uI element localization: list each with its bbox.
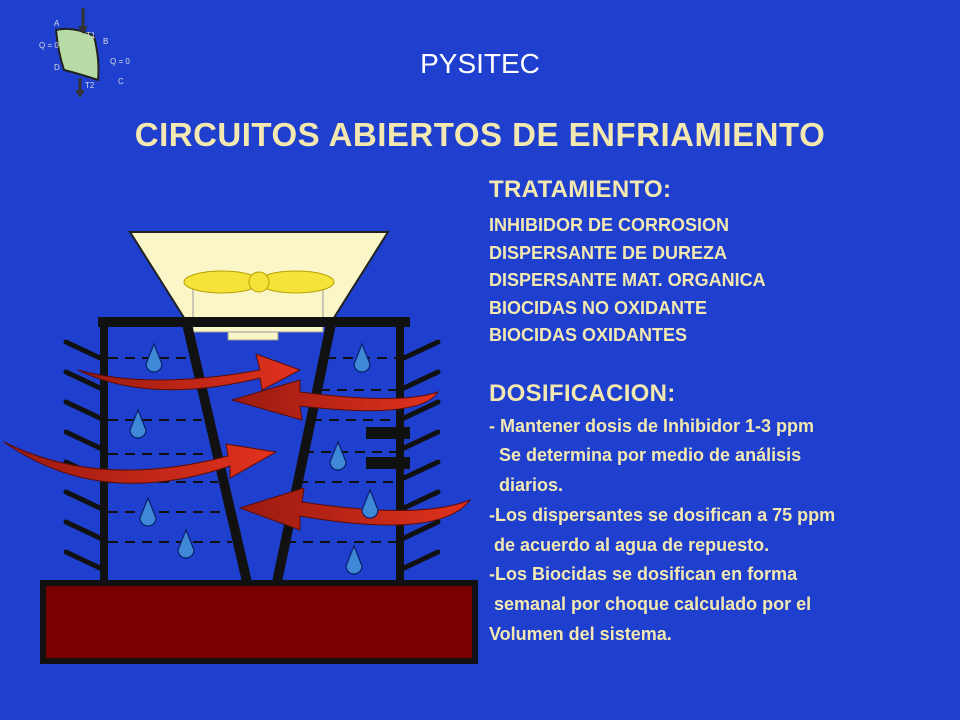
t1-label: T1 — [86, 31, 96, 40]
dosage-line: Volumen del sistema. — [489, 624, 672, 645]
fan-motor — [228, 332, 278, 340]
water-drop — [146, 344, 162, 372]
point-d-label: D — [54, 63, 60, 72]
heat-out-arrowhead — [75, 90, 85, 98]
treatment-heading: TRATAMIENTO: — [489, 176, 672, 203]
tower-top-beam — [98, 317, 410, 327]
dosage-text — [489, 412, 959, 650]
dosage-line: - Mantener dosis de Inhibidor 1-3 ppm — [489, 415, 815, 436]
water-drop — [130, 410, 146, 438]
dosage-line: de acuerdo al agua de repuesto. — [489, 534, 770, 555]
dosage-heading: DOSIFICACION: — [489, 379, 676, 407]
list-item: DISPERSANTE MAT. ORGANICA — [489, 270, 766, 290]
air-arrow-1 — [78, 354, 300, 390]
dosage-line: -Los dispersantes se dosifican a 75 ppm — [489, 504, 836, 525]
brand-name: PYSITEC — [420, 48, 540, 79]
point-a-label: A — [54, 19, 60, 28]
list-item: BIOCIDAS OXIDANTES — [489, 325, 688, 345]
dosage-line: semanal por choque calculado por el — [489, 594, 812, 615]
dosage-line: Se determina por medio de análisis — [489, 445, 802, 466]
water-drop — [330, 442, 346, 470]
cooling-tower-illustration — [0, 220, 490, 680]
q-right-label: Q = 0 — [110, 57, 130, 66]
water-drop — [178, 530, 194, 558]
q-left-label: Q = 0 — [39, 41, 59, 50]
water-outlet-pipe — [366, 457, 410, 469]
treatment-list — [489, 212, 959, 350]
dosage-line: -Los Biocidas se dosifican en forma — [489, 564, 798, 585]
water-drop — [346, 546, 362, 574]
point-c-label: C — [118, 77, 124, 86]
treatment-panel — [489, 176, 959, 650]
water-drop — [362, 490, 378, 518]
list-item: DISPERSANTE DE DUREZA — [489, 242, 728, 263]
water-basin — [46, 586, 472, 658]
water-inlet-pipe — [366, 427, 410, 439]
fan-hub — [249, 272, 269, 292]
water-drop — [354, 344, 370, 372]
list-item: INHIBIDOR DE CORROSION — [489, 215, 730, 235]
water-drop — [140, 498, 156, 526]
page-title: CIRCUITOS ABIERTOS DE ENFRIAMIENTO — [134, 116, 826, 153]
fan-icon — [184, 271, 334, 340]
point-b-label: B — [103, 37, 109, 46]
list-item: BIOCIDAS NO OXIDANTE — [489, 297, 708, 318]
dosage-line: diarios. — [489, 475, 564, 496]
air-arrow-3 — [4, 442, 276, 483]
t2-label: T2 — [85, 81, 95, 90]
cooling-tower-diagram — [0, 220, 490, 680]
